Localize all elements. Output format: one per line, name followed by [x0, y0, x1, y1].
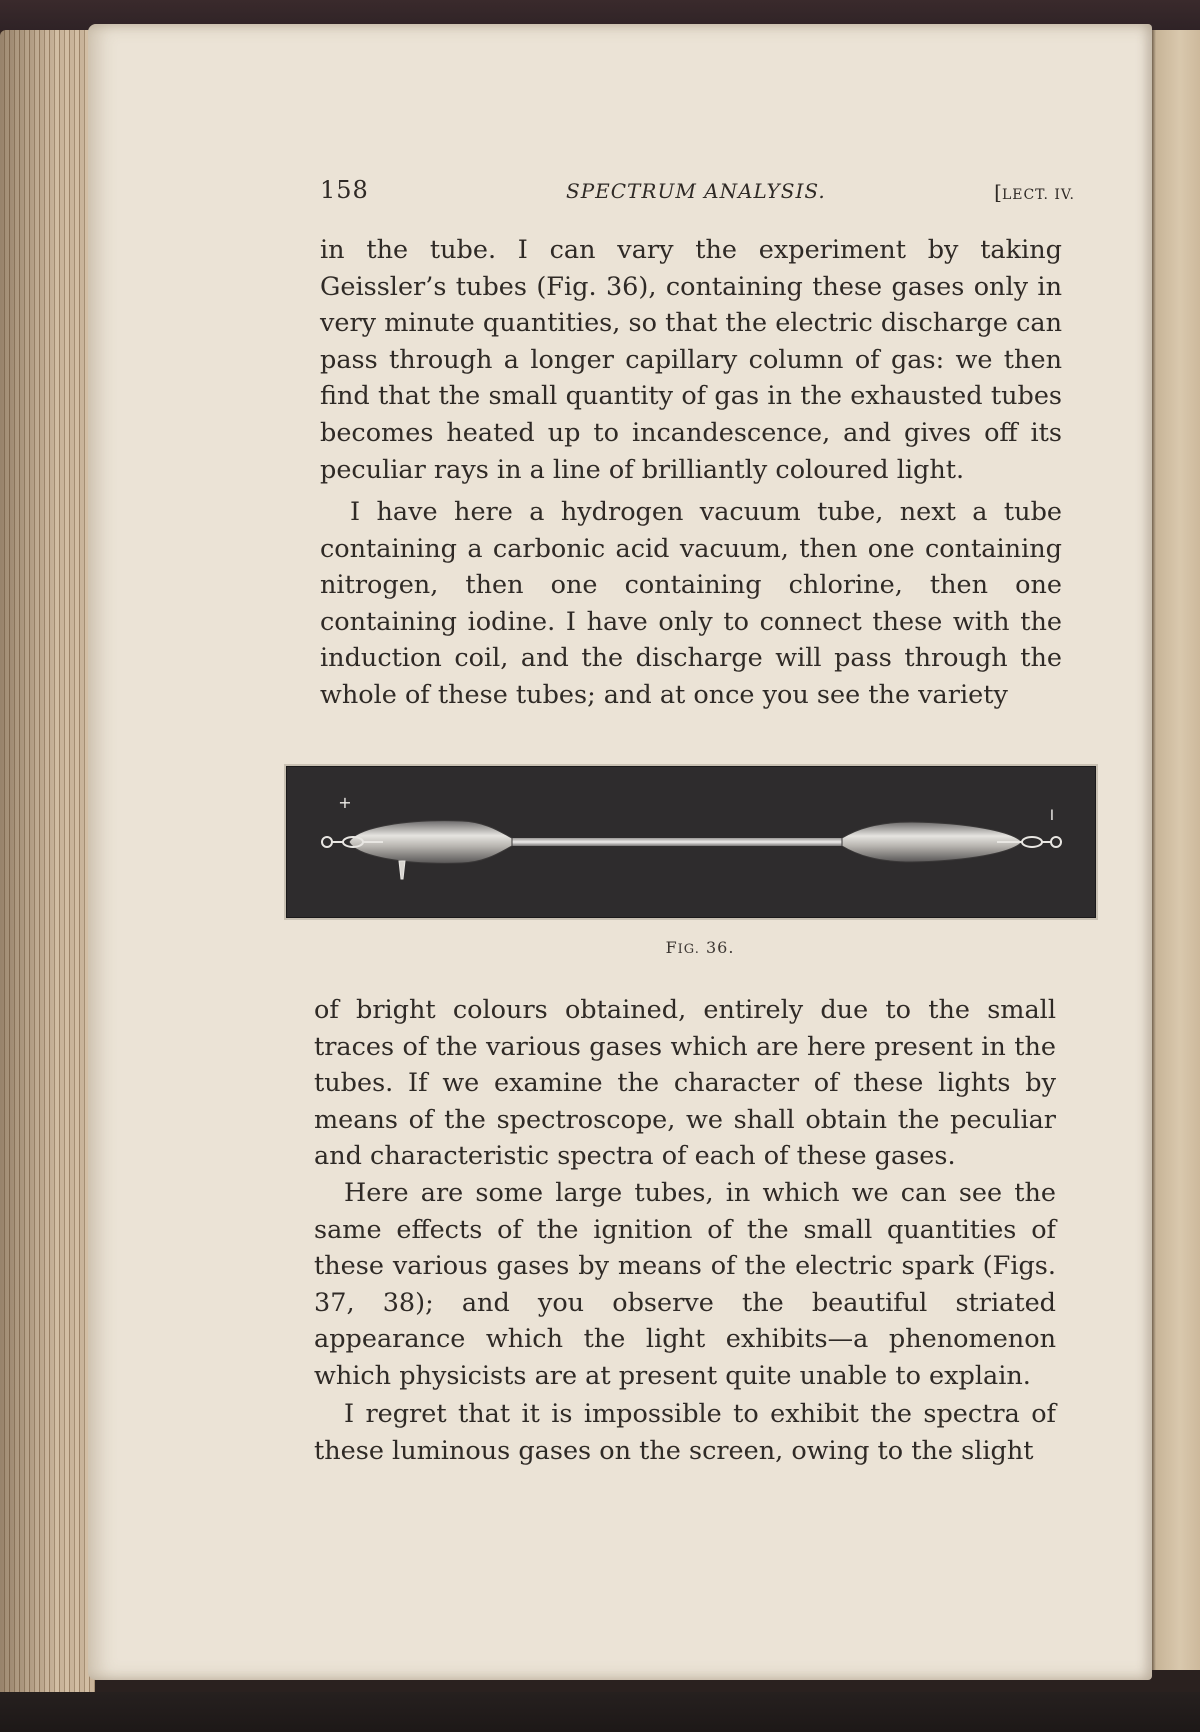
paragraph-5-text: I regret that it is impossible to exhibit the spectra of these luminous gases on the screen, owing to the slight: [314, 1399, 1056, 1466]
section-label: LECT. IV.: [1001, 187, 1075, 203]
figure-geissler-tube: [286, 766, 1096, 918]
sealed-tip: [399, 861, 405, 879]
next-page-edge: [1150, 30, 1200, 1670]
paragraph-5: [314, 1396, 1056, 1469]
paragraph-3-text: of bright colours obtained, entirely due to the small traces of the various gases which are here present in the tubes. If we examine the character of these lights by means of the spectroscope, we shall obtain the peculiar and characteristic spectra of each of these gases.: [314, 995, 1056, 1172]
stacked-page-edges: [0, 30, 95, 1700]
book-cover-bottom: [0, 1692, 1200, 1732]
paragraph-2-text: I have here a hydrogen vacuum tube, next a tube containing a carbonic acid vacuum, then one containing nitrogen, then one containing chlorine, then one containing iodine. I have only to connect these with the induction coil, and the discharge will pass through the whole of these tubes; and at once you see the variety: [320, 497, 1062, 710]
paragraph-4: [314, 1175, 1056, 1395]
paragraph-3: [314, 992, 1056, 1175]
paragraph-1: [320, 232, 1062, 488]
paragraph-4-text: Here are some large tubes, in which we can see the same effects of the ignition of the small quantities of these various gases by means of the electric spark (Figs. 37, 38); and you observe the beautiful striated appearance which the light exhibits—a phenomenon which physicists are at present quite unable to explain.: [314, 1178, 1056, 1391]
positive-terminal-label: +: [338, 793, 352, 812]
paragraph-2: [320, 494, 1062, 714]
page-number: 158: [320, 176, 369, 204]
capillary-tube: [507, 838, 847, 846]
section-bracket: [: [994, 180, 1002, 204]
caption-small: IG.: [677, 942, 700, 957]
figure-caption: [600, 938, 800, 957]
running-title: SPECTRUM ANALYSIS.: [566, 179, 826, 203]
caption-number: 36.: [705, 938, 735, 957]
section-reference: [994, 180, 1075, 204]
right-bulb: [842, 822, 1022, 862]
caption-prefix: F: [665, 938, 678, 957]
paragraph-1-text: in the tube. I can vary the experiment by taking Geissler’s tubes (Fig. 36), containing these gases only in very minute quantities, so that the electric discharge can pass through a longer capillary column of gas: we then find that the small quantity of gas in the exhausted tubes becomes heated up to incandescence, and gives off its peculiar rays in a line of brilliantly coloured light.: [320, 235, 1062, 485]
running-header: [320, 176, 1080, 210]
geissler-tube-illustration: [287, 767, 1095, 917]
negative-terminal-label: I: [1049, 808, 1055, 824]
